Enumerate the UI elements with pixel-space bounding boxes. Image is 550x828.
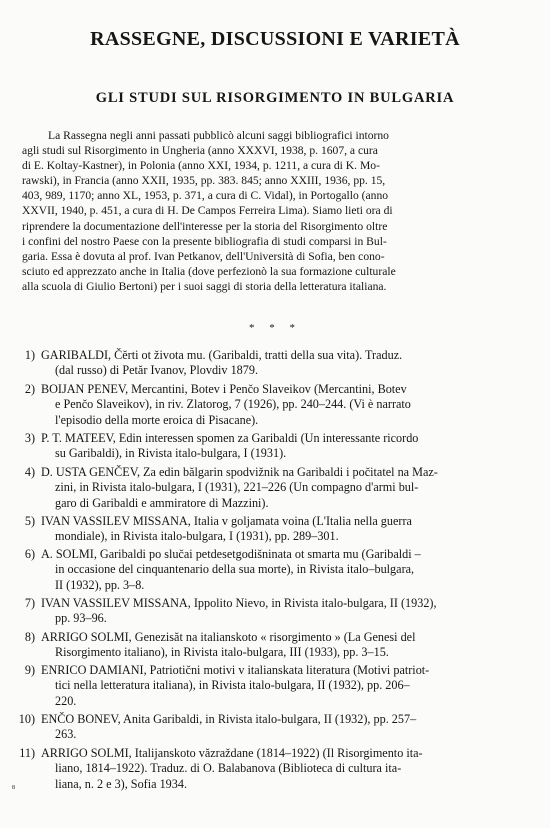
intro-line: di E. Koltay-Kastner), in Polonia (anno XXI, 1934, p. 1211, a cura di K. Mo-: [22, 159, 380, 173]
reference-line: D. USTA GENČEV, Za edin bălgarin spodvižnik na Garibaldi i počitatel na Maz-: [41, 465, 438, 479]
reference-text: [41, 348, 537, 379]
section-separator: * * *: [249, 322, 301, 334]
reference-text: [41, 465, 537, 511]
reference-number: 6): [24, 547, 35, 561]
reference-line: GARIBALDI, Čĕrti ot života mu. (Garibaldi, tratti della sua vita). Traduz.: [41, 348, 403, 362]
reference-line: 263.: [55, 727, 77, 742]
reference-line: ENČO BONEV, Anita Garibaldi, in Rivista italo-bulgara, II (1932), pp. 257–: [41, 712, 417, 726]
reference-text: [41, 382, 537, 428]
page-folio: 8: [12, 785, 15, 791]
reference-text: [41, 712, 537, 743]
reference-number: 2): [24, 382, 35, 396]
reference-number: 8): [24, 630, 35, 644]
reference-line: IVAN VASSILEV MISSANA, Italia v goljamata voina (L'Italia nella guerra: [41, 514, 412, 528]
intro-line: 403, 989, 1170; anno XL, 1953, p. 371, a cura di C. Vidal), in Portogallo (anno: [22, 189, 389, 203]
reference-line: ARRIGO SOLMI, Italijanskoto văzraždane (1814–1922) (Il Risorgimento ita-: [41, 746, 423, 760]
reference-text: [41, 663, 537, 709]
reference-number: 11): [19, 746, 35, 760]
intro-line: XXVII, 1940, p. 451, a cura di H. De Campos Ferreira Lima). Siamo lieti ora di: [22, 204, 393, 218]
reference-line: P. T. MATEEV, Edin interessen spomen za Garibaldi (Un interessante ricordo: [41, 431, 419, 445]
reference-line: II (1932), pp. 3–8.: [55, 577, 145, 592]
reference-line: (dal russo) di Petăr Ivanov, Plovdiv 1879.: [55, 363, 258, 378]
reference-number: 7): [24, 596, 35, 610]
reference-line: IVAN VASSILEV MISSANA, Ippolito Nievo, in Rivista italo-bulgara, II (1932),: [41, 596, 437, 610]
reference-number: 9): [24, 663, 35, 677]
intro-line: La Rassegna negli anni passati pubblicò alcuni saggi bibliografici intorno: [48, 129, 389, 142]
reference-number: 1): [24, 348, 35, 362]
reference-number: 10): [18, 712, 35, 726]
reference-line: mondiale), in Rivista italo-bulgara, I (1931), pp. 289–301.: [55, 529, 339, 544]
reference-number: 5): [24, 514, 35, 528]
intro-line: sciuto ed apprezzato anche in Italia (dove perfezionò la sua formazione culturale: [22, 264, 396, 278]
intro-line: garia. Essa è dovuta al prof. Ivan Petkanov, dell'Università di Sofia, ben cono-: [22, 249, 385, 263]
reference-text: [41, 431, 537, 462]
reference-text: [41, 514, 537, 545]
intro-line: alla scuola di Giulio Bertoni) per i suoi saggi di storia della letteratura italiana.: [22, 279, 387, 293]
intro-line: rawski), in Francia (anno XXII, 1935, pp. 383. 845; anno XXIII, 1936, pp. 15,: [22, 174, 386, 188]
reference-line: zini, in Rivista italo-bulgara, I (1931), 221–226 (Un compagno d'armi bul-: [55, 480, 419, 495]
article-title: GLI STUDI SUL RISORGIMENTO IN BULGARIA: [95, 90, 455, 106]
reference-line: Risorgimento italiano), in Rivista italo-bulgara, III (1933), pp. 3–15.: [55, 645, 389, 660]
intro-line: agli studi sul Risorgimento in Ungheria (anno XXXVI, 1938, p. 1607, a cura: [22, 144, 378, 158]
reference-text: [41, 746, 537, 792]
reference-line: e Penčo Slaveikov), in riv. Zlatorog, 7 (1926), pp. 240–244. (Vi è narrato: [55, 397, 411, 412]
reference-number: 4): [24, 465, 35, 479]
reference-line: garo di Garibaldi e ammiratore di Mazzini).: [55, 495, 269, 510]
reference-text: [41, 596, 537, 627]
reference-line: BOIJAN PENEV, Mercantini, Botev i Penčo Slaveikov (Mercantini, Botev: [41, 382, 407, 396]
reference-text: [41, 630, 537, 661]
reference-line: su Garibaldi), in Rivista italo-bulgara, I (1931).: [55, 446, 287, 461]
reference-line: liano, 1814–1922). Traduz. di O. Balabanova (Biblioteca di cultura ita-: [55, 761, 402, 776]
reference-text: [41, 547, 537, 593]
reference-number: 3): [24, 431, 35, 445]
intro-paragraph: [22, 128, 532, 294]
reference-line: 220.: [55, 693, 77, 708]
reference-line: ARRIGO SOLMI, Genezisăt na italianskoto « risorgimento » (La Genesi del: [41, 630, 416, 644]
intro-line: riprendere la documentazione dell'interesse per la storia del Risorgimento oltre: [22, 219, 388, 233]
intro-line: i confini del nostro Paese con la presente bibliografia di studi comparsi in Bul-: [22, 234, 387, 248]
reference-line: liana, n. 2 e 3), Sofia 1934.: [55, 776, 188, 791]
reference-line: in occasione del cinquantenario della sua morte), in Rivista italo–bulgara,: [55, 562, 415, 577]
reference-line: A. SOLMI, Garibaldi po slučai petdesetgodišninata ot smarta mu (Garibaldi –: [41, 547, 421, 561]
section-title: RASSEGNE, DISCUSSIONI E VARIETÀ: [90, 28, 460, 50]
reference-line: pp. 93–96.: [55, 611, 107, 626]
reference-line: l'episodio della morte eroica di Pisacane).: [55, 412, 259, 427]
reference-line: ENRICO DAMIANI, Patriotični motivi v italianskata literatura (Motivi patriot-: [41, 663, 430, 677]
reference-line: tici nella letteratura italiana), in Rivista italo-bulgara, II (1932), pp. 206–: [55, 678, 410, 693]
